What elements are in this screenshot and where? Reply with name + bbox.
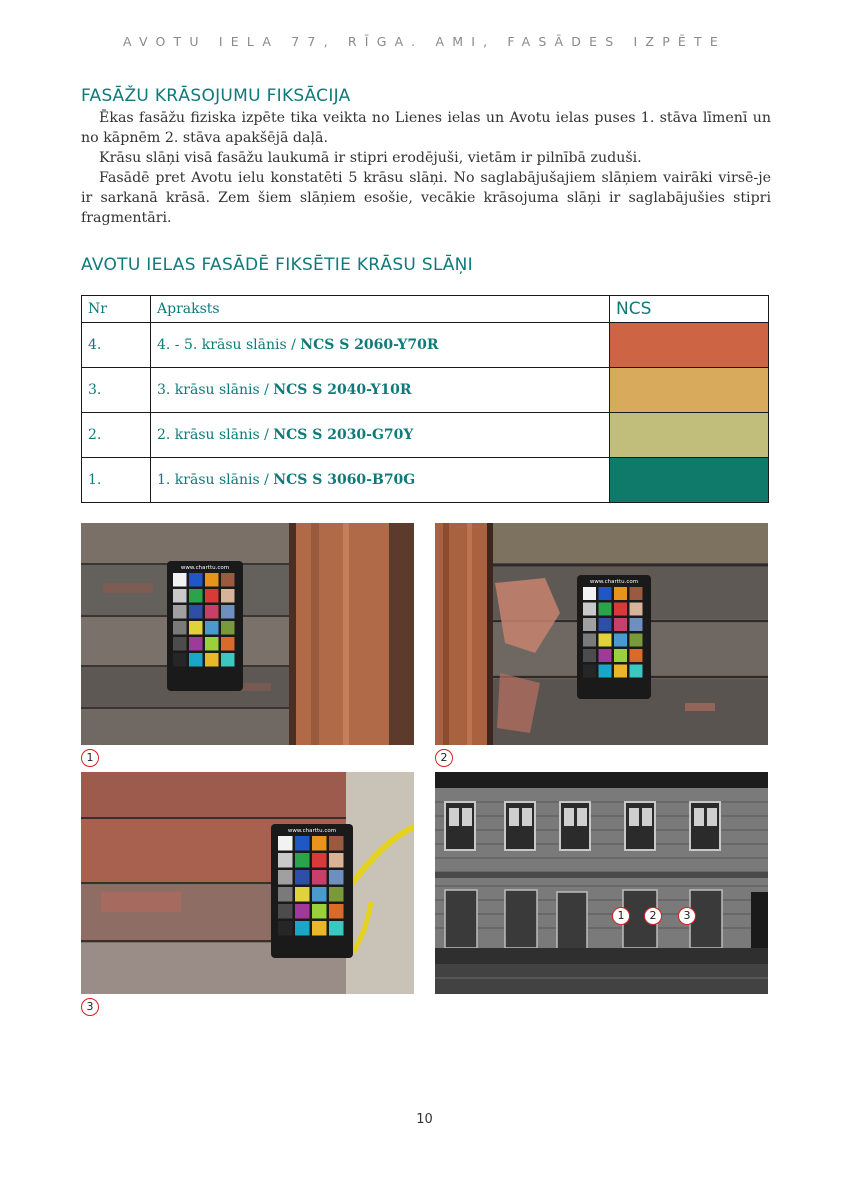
- ncs-code: NCS S 2040-Y10R: [273, 382, 412, 398]
- ncs-code: NCS S 3060-B70G: [273, 472, 416, 488]
- checker-patch: [189, 589, 203, 603]
- row-description: [151, 323, 610, 368]
- row-description: [151, 458, 610, 503]
- color-swatch: [610, 323, 768, 367]
- checker-patch: [205, 653, 219, 667]
- paragraph: Ēkas fasāžu fiziska izpēte tika veikta no Lienes ielas un Avotu ielas puses 1. stāva līmenī un no kāpnēm 2. stāva apakšējā daļā.: [81, 110, 771, 146]
- checker-patch: [329, 853, 344, 868]
- checker-patch: [173, 573, 187, 587]
- photo-marker-2: 2: [435, 749, 453, 767]
- checker-patch: [295, 887, 310, 902]
- checker-patch: [189, 637, 203, 651]
- checker-patch: [173, 637, 187, 651]
- checker-label: www.charttu.com: [589, 579, 639, 585]
- checker-patch: [599, 665, 612, 678]
- running-header: AVOTU IELA 77, RĪGA. AMI, FASĀDES IZPĒTE: [123, 34, 726, 49]
- photo-sample-2: [435, 523, 768, 745]
- row-description: [151, 413, 610, 458]
- building-marker-3: 3: [678, 907, 696, 925]
- photo-sample-1: [81, 523, 414, 745]
- checker-patch: [630, 603, 643, 616]
- checker-patch: [599, 587, 612, 600]
- page-number: 10: [416, 1112, 433, 1127]
- checker-patch: [614, 603, 627, 616]
- checker-patch: [221, 621, 235, 635]
- checker-patch: [614, 618, 627, 631]
- building-marker-1: 1: [612, 907, 630, 925]
- ncs-swatch-cell: [610, 368, 769, 413]
- checker-patch: [312, 887, 327, 902]
- checker-patch: [583, 603, 596, 616]
- checker-patch: [312, 904, 327, 919]
- checker-patch: [614, 634, 627, 647]
- checker-patch: [614, 665, 627, 678]
- checker-patch: [614, 649, 627, 662]
- ncs-swatch-cell: [610, 413, 769, 458]
- checker-patch: [205, 589, 219, 603]
- row-nr: 4.: [82, 323, 151, 368]
- ncs-swatch-cell: [610, 458, 769, 503]
- checker-patch: [599, 634, 612, 647]
- checker-patch: [278, 887, 293, 902]
- column-header-description: Apraksts: [151, 296, 610, 323]
- ncs-code: NCS S 2060-Y70R: [300, 337, 439, 353]
- row-nr: 3.: [82, 368, 151, 413]
- checker-patch: [173, 653, 187, 667]
- checker-patch: [329, 870, 344, 885]
- checker-patch: [312, 853, 327, 868]
- checker-patch: [295, 836, 310, 851]
- building-marker-2: 2: [644, 907, 662, 925]
- checker-patch: [173, 621, 187, 635]
- checker-patch: [205, 637, 219, 651]
- checker-patch: [278, 853, 293, 868]
- description-text: 2. krāsu slānis /: [157, 427, 274, 443]
- description-text: 4. - 5. krāsu slānis /: [157, 337, 301, 353]
- paragraph: Krāsu slāņi visā fasāžu laukumā ir stipri erodējuši, vietām ir pilnībā zuduši.: [99, 150, 642, 166]
- table-row: [82, 323, 769, 368]
- ncs-swatch-cell: [610, 323, 769, 368]
- photo-marker-1: 1: [81, 749, 99, 767]
- section-title-color-layers: AVOTU IELAS FASĀDĒ FIKSĒTIE KRĀSU SLĀŅI: [81, 255, 473, 275]
- description-text: 1. krāsu slānis /: [157, 472, 274, 488]
- table-row: [82, 368, 769, 413]
- checker-patch: [583, 618, 596, 631]
- checker-patch: [312, 836, 327, 851]
- checker-patch: [630, 634, 643, 647]
- checker-patch: [205, 605, 219, 619]
- checker-patch: [630, 587, 643, 600]
- body-text: [81, 108, 771, 228]
- column-header-nr: Nr: [82, 296, 151, 323]
- checker-patch: [312, 870, 327, 885]
- checker-patch: [189, 653, 203, 667]
- color-swatch: [610, 458, 768, 502]
- checker-patch: [189, 605, 203, 619]
- column-header-ncs: NCS: [610, 296, 769, 323]
- checker-patch: [630, 618, 643, 631]
- section-title-color-fixation: FASĀŽU KRĀSOJUMU FIKSĀCIJA: [81, 86, 351, 106]
- checker-patch: [173, 589, 187, 603]
- row-nr: 1.: [82, 458, 151, 503]
- photo-building-facade: [435, 772, 768, 994]
- checker-patch: [329, 904, 344, 919]
- checker-patch: [295, 853, 310, 868]
- checker-patch: [221, 573, 235, 587]
- description-text: 3. krāsu slānis /: [157, 382, 274, 398]
- checker-patch: [221, 653, 235, 667]
- checker-patch: [189, 621, 203, 635]
- checker-patch: [278, 921, 293, 936]
- table-header-row: [82, 296, 769, 323]
- checker-patch: [583, 634, 596, 647]
- checker-patch: [583, 665, 596, 678]
- ncs-code: NCS S 2030-G70Y: [273, 427, 414, 443]
- checker-label: www.charttu.com: [287, 828, 337, 834]
- checker-patch: [278, 836, 293, 851]
- checker-patch: [583, 587, 596, 600]
- checker-patch: [205, 573, 219, 587]
- checker-patch: [278, 904, 293, 919]
- checker-patch: [599, 603, 612, 616]
- checker-patch: [205, 621, 219, 635]
- checker-patch: [278, 870, 293, 885]
- table-row: [82, 458, 769, 503]
- checker-patch: [221, 637, 235, 651]
- checker-patch: [221, 589, 235, 603]
- checker-patch: [329, 836, 344, 851]
- checker-patch: [295, 904, 310, 919]
- checker-patch: [329, 887, 344, 902]
- checker-patch: [630, 665, 643, 678]
- checker-label: www.charttu.com: [180, 565, 230, 571]
- checker-patch: [329, 921, 344, 936]
- table-row: [82, 413, 769, 458]
- row-nr: 2.: [82, 413, 151, 458]
- photo-marker-3: 3: [81, 998, 99, 1016]
- checker-patch: [221, 605, 235, 619]
- checker-patch: [614, 587, 627, 600]
- photo-sample-3: [81, 772, 414, 994]
- checker-patch: [189, 573, 203, 587]
- color-layers-table: [81, 295, 769, 503]
- paragraph: Fasādē pret Avotu ielu konstatēti 5 krāsu slāņi. No saglabājušajiem slāņiem vairāki virsē-je ir sarkanā krāsā. Zem šiem slāņiem esošie, vecākie krāsojuma slāņi ir saglabājušies stipri fragmentāri.: [81, 170, 771, 226]
- checker-patch: [630, 649, 643, 662]
- checker-patch: [312, 921, 327, 936]
- color-swatch: [610, 413, 768, 457]
- checker-patch: [583, 649, 596, 662]
- color-swatch: [610, 368, 768, 412]
- checker-patch: [173, 605, 187, 619]
- checker-patch: [599, 649, 612, 662]
- checker-patch: [599, 618, 612, 631]
- checker-patch: [295, 870, 310, 885]
- row-description: [151, 368, 610, 413]
- checker-patch: [295, 921, 310, 936]
